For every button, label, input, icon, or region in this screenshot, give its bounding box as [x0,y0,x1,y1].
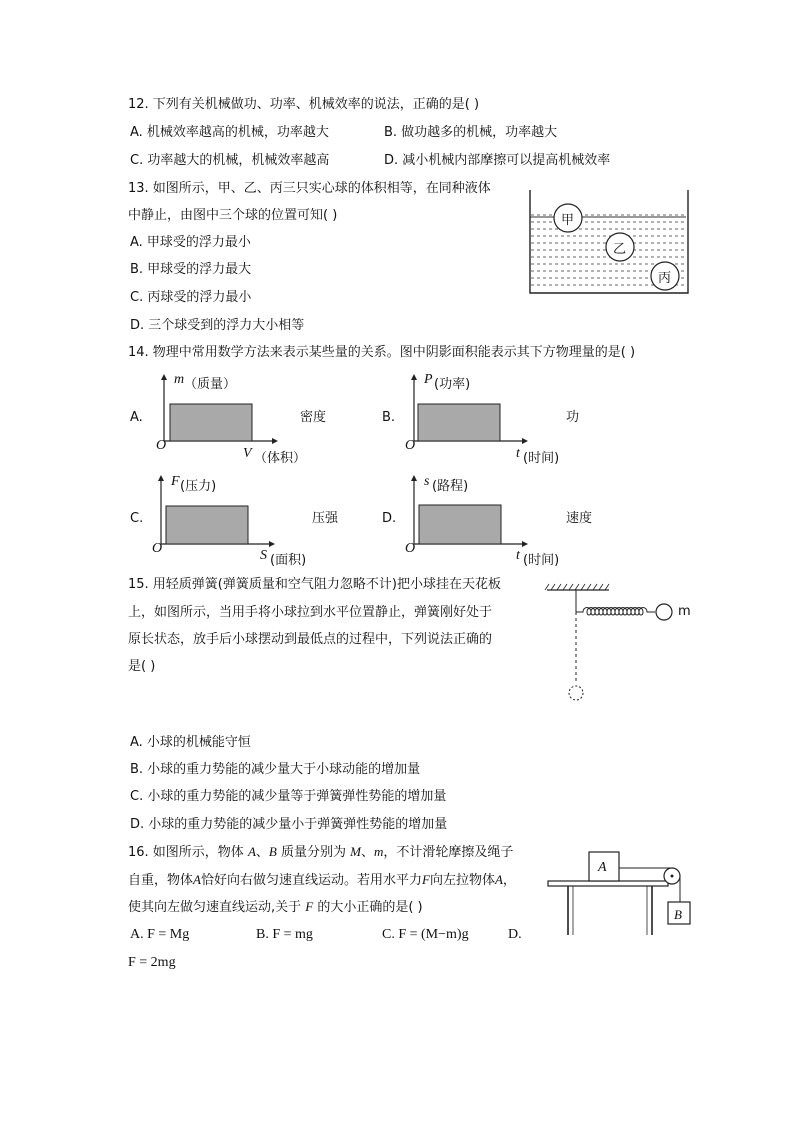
q16-option-d[interactable]: D. [508,927,522,942]
q13-stem-line2: 中静止，由图中三个球的位置可知( ) [128,208,338,223]
q14-a-xlabel-sym: V [243,446,252,461]
ball-label-yi: 乙 [613,242,627,257]
q16-stem-line3: 使其向左做匀速直线运动,关于 F 的大小正确的是( ) [128,899,423,915]
q16-stem-line1: 16. 如图所示，物体 A、B 质量分别为 M、m，不计滑轮摩擦及绳子 [128,844,514,860]
q12-option-c[interactable]: C. 功率越大的机械，机械效率越高 [130,153,330,168]
ball-label-jia: 甲 [561,213,575,228]
q14-b-ylabel-sym: P [424,372,433,387]
q16-block-b-label: B [674,907,682,922]
q16-option-c[interactable]: C. F = (M−m)g [382,927,469,942]
q14-d-xlabel-sym: t [516,548,520,563]
q14-option-a-label[interactable]: A. [130,410,143,425]
q14-b-xlabel-txt: (时间) [523,451,560,466]
q14-option-b-label[interactable]: B. [382,410,396,425]
q14-b-xlabel-sym: t [516,446,520,461]
q15-option-c[interactable]: C. 小球的重力势能的减少量等于弹簧弹性势能的增加量 [130,789,447,804]
q14-option-c-label[interactable]: C. [130,511,144,526]
q13-option-d[interactable]: D. 三个球受到的浮力大小相等 [130,318,305,333]
q14-c-origin: O [152,541,163,556]
q14-d-answer: 速度 [566,511,593,526]
q14-d-xlabel-txt: (时间) [523,553,560,568]
q14-a-ylabel-txt: （质量） [184,377,237,392]
q13-option-b[interactable]: B. 甲球受的浮力最大 [130,262,252,277]
q16-option-b[interactable]: B. F = mg [256,927,313,942]
q14-a-answer: 密度 [300,410,327,425]
q16-stem-line2: 自重，物体A恰好向右做匀速直线运动。若用水平力F向左拉物体A， [128,872,516,888]
q16-block-a-label: A [598,860,607,875]
q14-c-ylabel-sym: F [171,474,180,489]
q13-option-a[interactable]: A. 甲球受的浮力最小 [130,235,251,250]
q15-stem-line4: 是( ) [128,659,156,674]
q12-option-a[interactable]: A. 机械效率越高的机械，功率越大 [130,125,329,140]
q14-a-xlabel-txt: （体积） [254,451,307,466]
q15-mass-label: m [678,604,691,619]
spring [576,608,655,616]
q14-option-d-label[interactable]: D. [382,511,397,526]
q15-spring-figure [543,584,693,704]
q12-option-d[interactable]: D. 减小机械内部摩擦可以提高机械效率 [384,153,611,168]
q16-pulley-figure [548,852,698,938]
q14-c-xlabel-sym: S [260,548,267,563]
ball-lowest [569,686,583,700]
q15-stem-line1: 15. 用轻质弹簧(弹簧质量和空气阻力忽略不计)把小球挂在天花板 [128,577,501,592]
q15-option-a[interactable]: A. 小球的机械能守恒 [130,735,251,750]
ball-label-bing: 丙 [658,271,672,286]
q14-a-origin: O [156,438,167,453]
q14-d-ylabel-txt: (路程) [432,479,469,494]
q12-option-b[interactable]: B. 做功越多的机械，功率越大 [384,125,558,140]
q14-a-ylabel-sym: m [174,372,185,387]
q15-stem-line3: 原长状态，放手后小球摆动到最低点的过程中，下列说法正确的 [128,632,493,647]
q16-option-d-value[interactable]: F = 2mg [128,955,176,970]
q14-c-ylabel-txt: (压力) [180,479,217,494]
q14-c-xlabel-txt: (面积) [270,553,307,568]
q13-option-c[interactable]: C. 丙球受的浮力最小 [130,290,252,305]
q14-b-ylabel-txt: (功率) [434,377,471,392]
ball-horizontal [656,604,672,620]
q15-stem-line2: 上，如图所示，当用手将小球拉到水平位置静止，弹簧刚好处于 [128,605,493,620]
q14-stem: 14. 物理中常用数学方法来表示某些量的关系。图中阴影面积能表示其下方物理量的是( ) [128,345,636,360]
q14-d-ylabel-sym: s [424,474,430,489]
q15-option-b[interactable]: B. 小球的重力势能的减少量大于小球动能的增加量 [130,762,421,777]
q13-stem-line1: 13. 如图所示，甲、乙、丙三只实心球的体积相等，在同种液体 [128,181,491,196]
q14-b-answer: 功 [566,410,580,425]
q14-d-origin: O [405,541,416,556]
q14-c-answer: 压强 [312,511,339,526]
q14-b-origin: O [405,438,416,453]
q15-option-d[interactable]: D. 小球的重力势能的减少量小于弹簧弹性势能的增加量 [130,817,448,832]
q16-option-a[interactable]: A. F = Mg [130,927,190,942]
q12-stem: 12. 下列有关机械做功、功率、机械效率的说法，正确的是( ) [128,97,480,112]
